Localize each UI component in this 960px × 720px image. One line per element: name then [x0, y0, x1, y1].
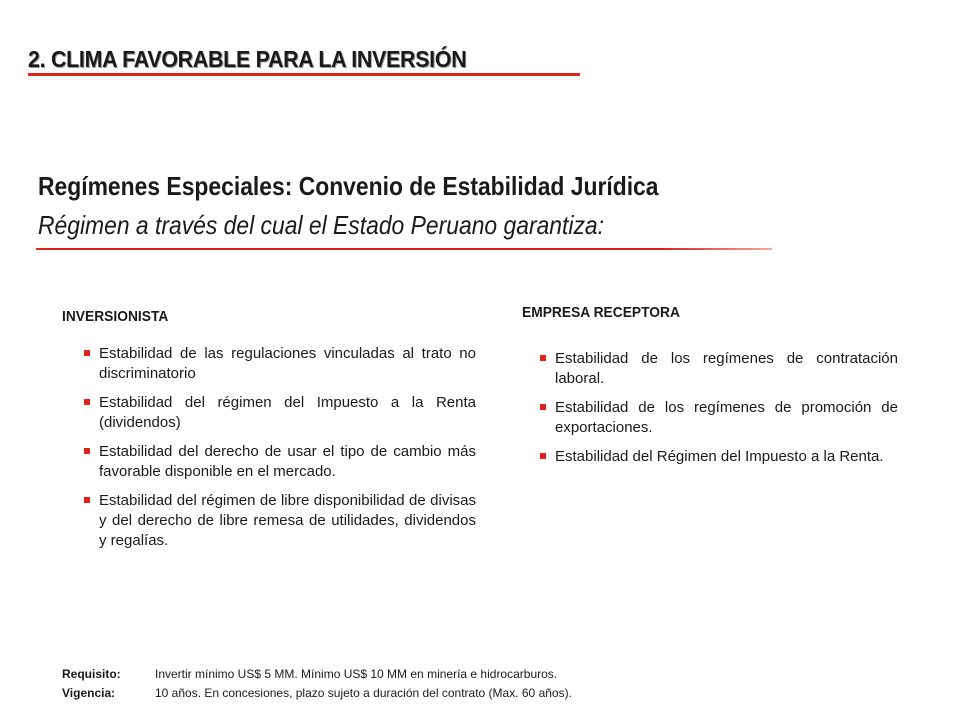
square-bullet-icon	[540, 453, 546, 459]
list-item	[84, 344, 476, 384]
inversionista-heading: INVERSIONISTA	[62, 308, 169, 325]
vigencia-label: Vigencia:	[62, 686, 116, 700]
list-item	[84, 442, 476, 482]
inversionista-list	[84, 344, 476, 560]
slide-title: 2. CLIMA FAVORABLE PARA LA INVERSIÓN	[28, 46, 467, 72]
list-item-text: Estabilidad del derecho de usar el tipo de cambio más favorable disponible en el mercado.	[99, 443, 476, 480]
list-item-text: Estabilidad de las regulaciones vinculadas al trato no discriminatorio	[99, 345, 476, 382]
square-bullet-icon	[84, 350, 90, 356]
list-item-text: Estabilidad del régimen de libre disponibilidad de divisas y del derecho de libre remesa de utilidades, dividendos y regalías.	[99, 492, 476, 549]
list-item-text: Estabilidad del Régimen del Impuesto a la Renta.	[555, 448, 884, 465]
square-bullet-icon	[540, 355, 546, 361]
title-underline	[28, 73, 580, 76]
empresa-receptora-list	[540, 349, 898, 476]
list-item	[84, 491, 476, 551]
vigencia-row	[62, 685, 572, 701]
square-bullet-icon	[84, 448, 90, 454]
square-bullet-icon	[540, 404, 546, 410]
square-bullet-icon	[84, 399, 90, 405]
list-item	[540, 398, 898, 438]
list-item	[84, 393, 476, 433]
red-divider	[36, 248, 772, 250]
empresa-receptora-heading: EMPRESA RECEPTORA	[522, 304, 680, 321]
requisito-text: Invertir mínimo US$ 5 MM. Mínimo US$ 10 MM en minería e hidrocarburos.	[155, 667, 558, 681]
vigencia-text: 10 años. En concesiones, plazo sujeto a duración del contrato (Max. 60 años).	[155, 686, 572, 700]
requisito-row	[62, 666, 557, 682]
list-item-text: Estabilidad de los regímenes de contratación laboral.	[555, 350, 898, 387]
section-subheading: Régimen a través del cual el Estado Peruano garantiza:	[38, 210, 604, 240]
list-item	[540, 447, 898, 467]
list-item-text: Estabilidad del régimen del Impuesto a la Renta (dividendos)	[99, 394, 476, 431]
requisito-label: Requisito:	[62, 667, 121, 681]
list-item	[540, 349, 898, 389]
section-heading: Regímenes Especiales: Convenio de Estabilidad Jurídica	[38, 171, 659, 201]
list-item-text: Estabilidad de los regímenes de promoción de exportaciones.	[555, 399, 898, 436]
square-bullet-icon	[84, 497, 90, 503]
